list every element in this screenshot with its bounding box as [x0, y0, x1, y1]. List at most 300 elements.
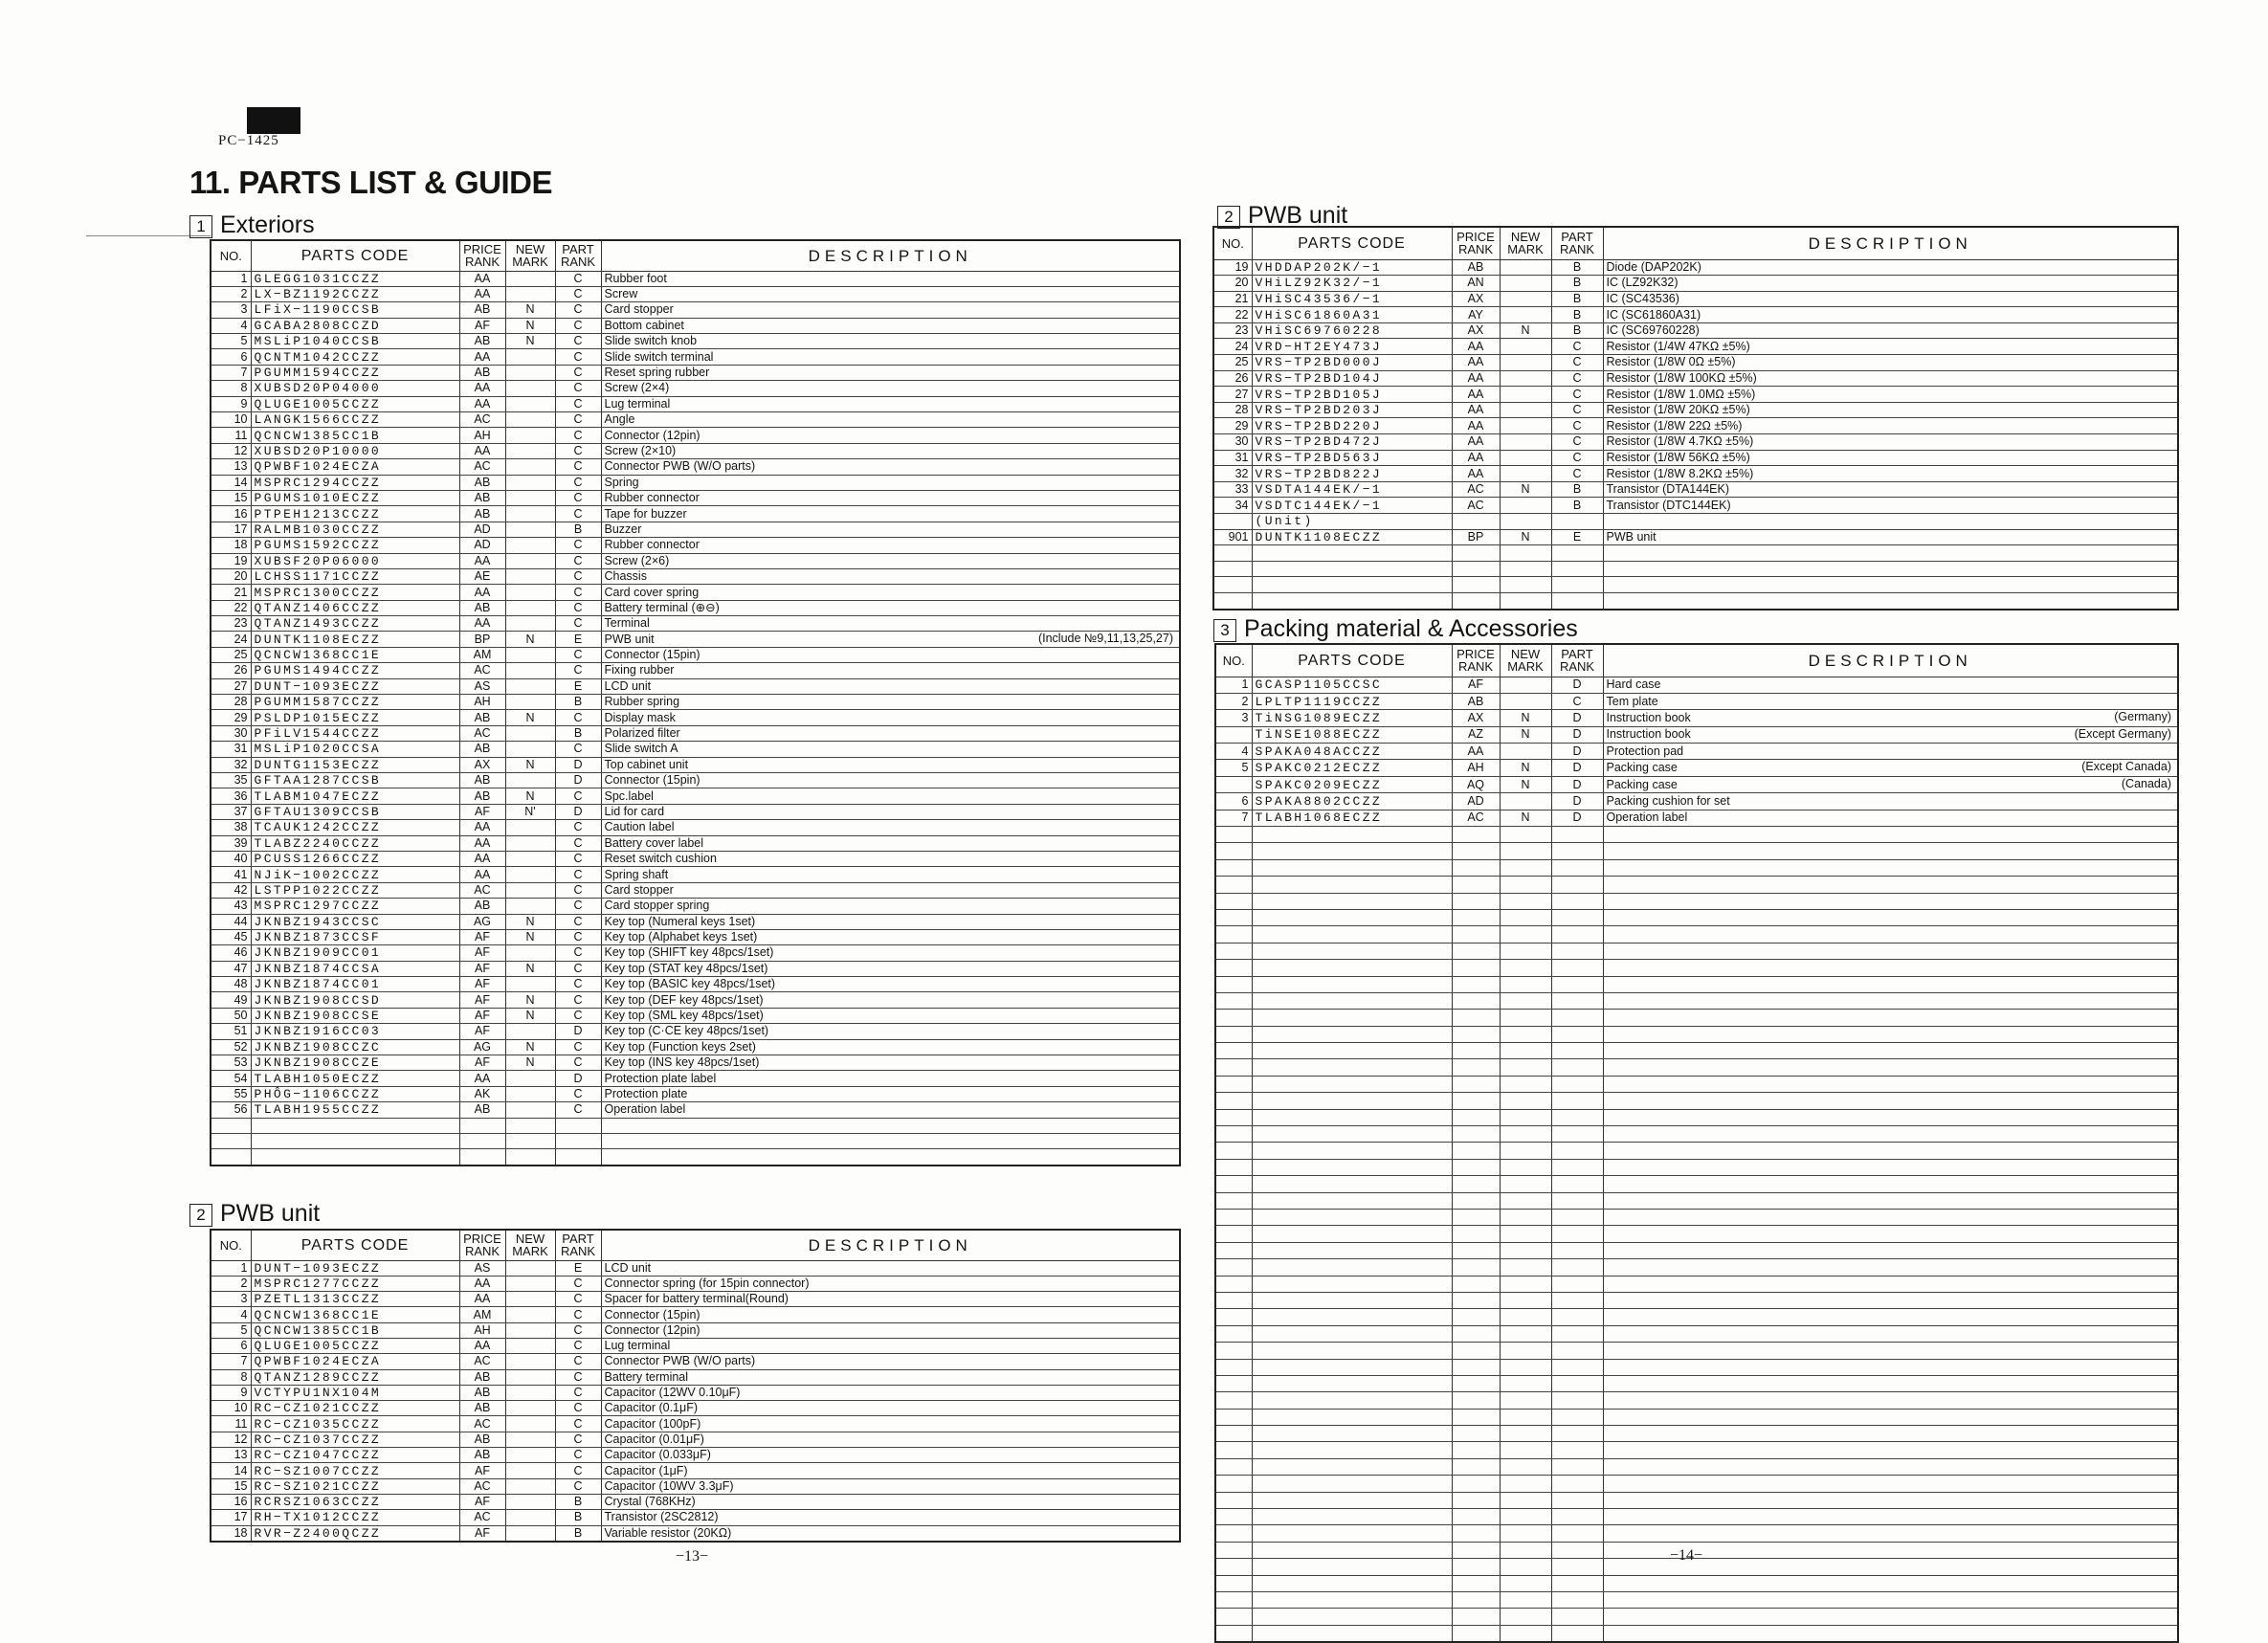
- cell-new-mark: [505, 365, 555, 380]
- table-row: [211, 851, 1180, 866]
- table-row: [1215, 1043, 2178, 1059]
- table-row: [211, 1322, 1180, 1338]
- table-row: [1215, 1210, 2178, 1226]
- cell-description: Spc.label: [601, 788, 1180, 804]
- cell-price-rank: AB: [459, 788, 505, 804]
- cell-parts-code: RC−CZ1035CCZZ: [251, 1416, 459, 1432]
- cell-parts-code: [1252, 545, 1452, 562]
- cell-price-rank: AN: [1452, 276, 1500, 292]
- table-row: [211, 286, 1180, 301]
- table-row: [1215, 810, 2178, 826]
- cell-description: [601, 1133, 1180, 1148]
- cell-description: [1603, 859, 2178, 876]
- cell-part-rank: D: [1551, 810, 1603, 826]
- table-row: [211, 961, 1180, 976]
- table-row: [211, 992, 1180, 1008]
- table-row: [1213, 355, 2178, 371]
- cell-new-mark: [505, 1448, 555, 1463]
- cell-price-rank: [1452, 1559, 1500, 1575]
- cell-part-rank: [1551, 1143, 1603, 1159]
- cell-no: 54: [211, 1071, 251, 1086]
- table-row: [211, 757, 1180, 772]
- cell-parts-code: [1252, 1375, 1452, 1391]
- cell-new-mark: [1500, 1458, 1551, 1475]
- cell-price-rank: AX: [1452, 322, 1500, 339]
- cell-price-rank: [1452, 943, 1500, 959]
- cell-price-rank: AM: [459, 1307, 505, 1322]
- table-row: [211, 1494, 1180, 1509]
- cell-description: Display mask: [601, 710, 1180, 725]
- cell-part-rank: C: [555, 1369, 601, 1385]
- cell-part-rank: D: [1551, 726, 1603, 743]
- table-row: [1215, 909, 2178, 925]
- cell-price-rank: AC: [1452, 810, 1500, 826]
- cell-parts-code: XUBSF20P06000: [251, 553, 459, 568]
- cell-description: [1603, 926, 2178, 943]
- table-row: [1215, 1492, 2178, 1508]
- cell-part-rank: C: [1551, 450, 1603, 466]
- cell-description: [1603, 1591, 2178, 1608]
- cell-description: [1603, 1043, 2178, 1059]
- col-part-rank: PART RANK: [1551, 644, 1603, 677]
- table-row: [1215, 693, 2178, 709]
- cell-price-rank: [1452, 1059, 1500, 1076]
- cell-description: [1603, 1359, 2178, 1375]
- cell-no: 25: [1213, 355, 1252, 371]
- cell-no: 37: [211, 804, 251, 819]
- cell-price-rank: AA: [459, 835, 505, 851]
- cell-description: Card stopper spring: [601, 899, 1180, 914]
- cell-part-rank: [1551, 1392, 1603, 1409]
- cell-price-rank: AF: [459, 992, 505, 1008]
- cell-description: Capacitor (10WV 3.3μF): [601, 1478, 1180, 1494]
- cell-new-mark: [1500, 1542, 1551, 1558]
- cell-price-rank: AF: [459, 1055, 505, 1071]
- table-row: [1213, 387, 2178, 403]
- table-row: [1215, 1093, 2178, 1109]
- cell-price-rank: AB: [459, 1385, 505, 1400]
- cell-description: LCD unit: [601, 1260, 1180, 1276]
- table-row: [1215, 1426, 2178, 1442]
- cell-description: Reset spring rubber: [601, 365, 1180, 380]
- cell-price-rank: [1452, 1126, 1500, 1143]
- cell-no: 10: [211, 1401, 251, 1416]
- cell-new-mark: [1500, 877, 1551, 893]
- cell-no: 6: [211, 1338, 251, 1353]
- cell-description: Transistor (DTC144EK): [1603, 498, 2178, 514]
- table-row: [211, 443, 1180, 458]
- section-title: PWB unit: [1248, 202, 1348, 229]
- cell-price-rank: AG: [459, 1039, 505, 1055]
- cell-price-rank: AA: [459, 616, 505, 632]
- cell-part-rank: E: [555, 632, 601, 647]
- col-description: DESCRIPTION: [1603, 227, 2178, 259]
- cell-description: Key top (SML key 48pcs/1set): [601, 1008, 1180, 1023]
- cell-no: 5: [211, 1322, 251, 1338]
- cell-new-mark: [505, 522, 555, 537]
- cell-new-mark: [505, 851, 555, 866]
- cell-parts-code: QLUGE1005CCZZ: [251, 396, 459, 411]
- cell-no: 4: [211, 1307, 251, 1322]
- table-row: [1213, 450, 2178, 466]
- cell-no: 5: [1215, 760, 1252, 776]
- cell-description: Spacer for battery terminal(Round): [601, 1292, 1180, 1307]
- cell-description: Connector PWB (W/O parts): [601, 459, 1180, 475]
- cell-new-mark: [1500, 1176, 1551, 1192]
- cell-no: 55: [211, 1086, 251, 1101]
- cell-parts-code: PSLDP1015ECZZ: [251, 710, 459, 725]
- cell-price-rank: AD: [459, 522, 505, 537]
- cell-price-rank: AF: [459, 961, 505, 976]
- cell-parts-code: [1252, 859, 1452, 876]
- cell-parts-code: VHiLZ92K32/−1: [1252, 276, 1452, 292]
- pwb-unit-table-right: [1212, 226, 2179, 611]
- cell-part-rank: B: [1551, 259, 1603, 276]
- col-new-mark: NEW MARK: [1500, 227, 1551, 259]
- cell-price-rank: BP: [1452, 529, 1500, 545]
- cell-no: 48: [211, 977, 251, 992]
- cell-parts-code: SPAKC0209ECZZ: [1252, 776, 1452, 792]
- table-row: [1215, 859, 2178, 876]
- cell-price-rank: [459, 1133, 505, 1148]
- cell-new-mark: [1500, 1126, 1551, 1143]
- cell-no: 2: [1215, 693, 1252, 709]
- cell-parts-code: QCNCW1368CC1E: [251, 1307, 459, 1322]
- col-no: NO.: [1213, 227, 1252, 259]
- cell-parts-code: VSDTA144EK/−1: [1252, 481, 1452, 498]
- cell-parts-code: [1252, 1226, 1452, 1242]
- table-row: [211, 1307, 1180, 1322]
- cell-new-mark: N: [505, 929, 555, 944]
- cell-parts-code: RC−CZ1037CCZZ: [251, 1432, 459, 1447]
- cell-no: 3: [211, 302, 251, 318]
- table-row: [211, 1102, 1180, 1118]
- cell-no: 46: [211, 945, 251, 961]
- cell-price-rank: AB: [459, 899, 505, 914]
- cell-no: 40: [211, 851, 251, 866]
- cell-part-rank: [1551, 1509, 1603, 1525]
- cell-new-mark: [505, 585, 555, 600]
- cell-parts-code: LX−BZ1192CCZZ: [251, 286, 459, 301]
- cell-part-rank: C: [555, 1416, 601, 1432]
- cell-price-rank: AA: [459, 851, 505, 866]
- table-row: [211, 1510, 1180, 1525]
- table-row: [1215, 710, 2178, 726]
- cell-description: Connector (15pin): [601, 773, 1180, 788]
- cell-no: 28: [211, 695, 251, 710]
- cell-price-rank: AC: [459, 1510, 505, 1525]
- table-row: [1215, 1309, 2178, 1325]
- cell-parts-code: TLABH1050ECZZ: [251, 1071, 459, 1086]
- cell-no: 20: [1213, 276, 1252, 292]
- cell-parts-code: LPLTP1119CCZZ: [1252, 693, 1452, 709]
- cell-price-rank: [1452, 926, 1500, 943]
- cell-new-mark: [1500, 1242, 1551, 1258]
- cell-price-rank: AC: [1452, 481, 1500, 498]
- cell-part-rank: C: [555, 1448, 601, 1463]
- cell-part-rank: C: [555, 835, 601, 851]
- cell-no: 5: [211, 334, 251, 349]
- cell-description: Bottom cabinet: [601, 318, 1180, 333]
- cell-part-rank: [1551, 1426, 1603, 1442]
- cell-description: Crystal (768KHz): [601, 1494, 1180, 1509]
- table-row: [1215, 1242, 2178, 1258]
- cell-description: Screw (2×4): [601, 381, 1180, 396]
- table-row: [211, 1292, 1180, 1307]
- section-title: Packing material & Accessories: [1244, 615, 1578, 642]
- cell-price-rank: [1452, 1226, 1500, 1242]
- cell-new-mark: [1500, 339, 1551, 355]
- cell-parts-code: JKNBZ1874CC01: [251, 977, 459, 992]
- cell-no: 6: [1215, 793, 1252, 810]
- cell-price-rank: [1452, 1625, 1500, 1642]
- cell-parts-code: [251, 1133, 459, 1148]
- cell-no: [1215, 877, 1252, 893]
- cell-new-mark: [1500, 1192, 1551, 1209]
- cell-price-rank: AC: [459, 412, 505, 428]
- table-row: [1215, 1259, 2178, 1276]
- cell-description: Top cabinet unit: [601, 757, 1180, 772]
- cell-new-mark: [1500, 1076, 1551, 1092]
- cell-new-mark: [1500, 1559, 1551, 1575]
- cell-new-mark: [505, 867, 555, 882]
- cell-parts-code: LFiX−1190CCSB: [251, 302, 459, 318]
- cell-description: Reset switch cushion: [601, 851, 1180, 866]
- cell-no: 17: [211, 1510, 251, 1525]
- cell-description: [1603, 1625, 2178, 1642]
- table-row: [1215, 1575, 2178, 1591]
- table-row: [211, 506, 1180, 522]
- cell-no: 29: [211, 710, 251, 725]
- cell-new-mark: N: [505, 302, 555, 318]
- table-row: [211, 475, 1180, 490]
- cell-new-mark: [1500, 434, 1551, 451]
- cell-description: Chassis: [601, 568, 1180, 584]
- table-row: [211, 1369, 1180, 1385]
- table-row: [1215, 926, 2178, 943]
- cell-price-rank: [1452, 1492, 1500, 1508]
- cell-new-mark: [1500, 514, 1551, 530]
- cell-no: 4: [211, 318, 251, 333]
- cell-price-rank: [1452, 1442, 1500, 1458]
- cell-description: Protection plate: [601, 1086, 1180, 1101]
- cell-part-rank: [1551, 960, 1603, 976]
- col-description: DESCRIPTION: [601, 240, 1180, 271]
- cell-new-mark: [505, 835, 555, 851]
- cell-price-rank: AA: [1452, 418, 1500, 434]
- cell-price-rank: AF: [459, 1494, 505, 1509]
- cell-part-rank: [1551, 909, 1603, 925]
- cell-parts-code: [1252, 1343, 1452, 1359]
- cell-no: [1215, 1476, 1252, 1492]
- cell-parts-code: [1252, 1458, 1452, 1475]
- cell-description: [601, 1149, 1180, 1166]
- cell-price-rank: AA: [459, 286, 505, 301]
- cell-new-mark: [505, 490, 555, 505]
- cell-no: [1215, 827, 1252, 843]
- cell-no: 39: [211, 835, 251, 851]
- cell-new-mark: [1500, 577, 1551, 593]
- cell-no: 50: [211, 1008, 251, 1023]
- cell-parts-code: [1252, 592, 1452, 609]
- cell-part-rank: [555, 1149, 601, 1166]
- cell-new-mark: N: [1500, 810, 1551, 826]
- table-row: [1213, 545, 2178, 562]
- cell-parts-code: XUBSD20P04000: [251, 381, 459, 396]
- cell-part-rank: [1551, 1093, 1603, 1109]
- cell-parts-code: [1252, 1426, 1452, 1442]
- cell-price-rank: AA: [1452, 402, 1500, 418]
- cell-no: 23: [1213, 322, 1252, 339]
- cell-no: [1215, 1525, 1252, 1542]
- cell-part-rank: C: [555, 412, 601, 428]
- cell-parts-code: JKNBZ1909CC01: [251, 945, 459, 961]
- cell-parts-code: PGUMS1494CCZZ: [251, 663, 459, 678]
- cell-description: [1603, 1093, 2178, 1109]
- table-row: [1213, 418, 2178, 434]
- cell-parts-code: MSPRC1300CCZZ: [251, 585, 459, 600]
- cell-new-mark: [505, 1478, 555, 1494]
- cell-description: Hard case: [1603, 677, 2178, 693]
- cell-new-mark: [1500, 418, 1551, 434]
- table-row: [1215, 1525, 2178, 1542]
- cell-description: Rubber foot: [601, 271, 1180, 286]
- cell-part-rank: D: [1551, 793, 1603, 810]
- cell-no: 16: [211, 1494, 251, 1509]
- table-row: [211, 302, 1180, 318]
- cell-price-rank: AA: [1452, 434, 1500, 451]
- cell-price-rank: AB: [1452, 693, 1500, 709]
- cell-price-rank: [1452, 1309, 1500, 1325]
- cell-price-rank: AA: [1452, 450, 1500, 466]
- cell-new-mark: [1500, 976, 1551, 992]
- cell-price-rank: AB: [459, 506, 505, 522]
- cell-part-rank: C: [1551, 339, 1603, 355]
- cell-price-rank: AA: [1452, 466, 1500, 482]
- cell-no: 30: [211, 725, 251, 741]
- table-row: [211, 1385, 1180, 1400]
- cell-no: 11: [211, 1416, 251, 1432]
- cell-part-rank: C: [555, 851, 601, 866]
- cell-part-rank: B: [1551, 498, 1603, 514]
- cell-no: [1215, 1426, 1252, 1442]
- cell-no: 53: [211, 1055, 251, 1071]
- cell-parts-code: GFTAU1309CCSB: [251, 804, 459, 819]
- cell-description: [1603, 1325, 2178, 1342]
- cell-parts-code: PCUSS1266CCZZ: [251, 851, 459, 866]
- cell-part-rank: C: [555, 867, 601, 882]
- cell-no: [1215, 926, 1252, 943]
- table-row: [1213, 592, 2178, 609]
- cell-parts-code: [1252, 1043, 1452, 1059]
- cell-description: Connector (12pin): [601, 428, 1180, 443]
- cell-no: [1215, 1010, 1252, 1026]
- cell-no: [1215, 1509, 1252, 1525]
- cell-no: 35: [211, 773, 251, 788]
- cell-part-rank: [555, 1118, 601, 1133]
- col-parts-code: PARTS CODE: [1252, 227, 1452, 259]
- table-row: [211, 1149, 1180, 1166]
- cell-price-rank: AB: [459, 365, 505, 380]
- table-row: [1213, 577, 2178, 593]
- cell-part-rank: B: [555, 1494, 601, 1509]
- cell-new-mark: [505, 1510, 555, 1525]
- cell-new-mark: [1500, 307, 1551, 323]
- cell-part-rank: [1551, 926, 1603, 943]
- cell-part-rank: [1551, 1575, 1603, 1591]
- cell-parts-code: RH−TX1012CCZZ: [251, 1510, 459, 1525]
- cell-part-rank: C: [555, 1432, 601, 1447]
- cell-no: 45: [211, 929, 251, 944]
- cell-description: Transistor (2SC2812): [601, 1510, 1180, 1525]
- cell-parts-code: VHiSC69760228: [1252, 322, 1452, 339]
- cell-no: [1215, 1542, 1252, 1558]
- cell-part-rank: B: [555, 695, 601, 710]
- cell-parts-code: VRS−TP2BD105J: [1252, 387, 1452, 403]
- cell-new-mark: [1500, 450, 1551, 466]
- cell-price-rank: AE: [459, 568, 505, 584]
- table-row: [1215, 1458, 2178, 1475]
- cell-description: [1603, 1076, 2178, 1092]
- cell-no: [1215, 1375, 1252, 1391]
- table-row: [211, 553, 1180, 568]
- cell-new-mark: N: [1500, 322, 1551, 339]
- cell-price-rank: [1452, 1292, 1500, 1308]
- table-row: [1215, 943, 2178, 959]
- cell-part-rank: [1551, 1126, 1603, 1143]
- cell-new-mark: N': [505, 804, 555, 819]
- cell-new-mark: [505, 1322, 555, 1338]
- cell-part-rank: C: [555, 929, 601, 944]
- cell-new-mark: [1500, 402, 1551, 418]
- cell-parts-code: PGUMM1587CCZZ: [251, 695, 459, 710]
- cell-new-mark: [1500, 561, 1551, 577]
- cell-parts-code: [1252, 1625, 1452, 1642]
- cell-new-mark: N: [1500, 776, 1551, 792]
- table-row: [1215, 1109, 2178, 1125]
- cell-new-mark: [505, 381, 555, 396]
- cell-price-rank: AA: [459, 553, 505, 568]
- table-row: [1215, 1509, 2178, 1525]
- cell-description: Packing case (Canada): [1603, 776, 2178, 792]
- cell-description: Lug terminal: [601, 1338, 1180, 1353]
- cell-description: Card stopper: [601, 882, 1180, 898]
- cell-parts-code: RC−SZ1007CCZZ: [251, 1463, 459, 1478]
- cell-part-rank: [1551, 1059, 1603, 1076]
- cell-description: Connector (12pin): [601, 1322, 1180, 1338]
- cell-part-rank: [1551, 1076, 1603, 1092]
- col-description: DESCRIPTION: [1603, 644, 2178, 677]
- cell-new-mark: [1500, 992, 1551, 1009]
- cell-price-rank: AH: [459, 1322, 505, 1338]
- cell-part-rank: C: [555, 568, 601, 584]
- cell-description: [1603, 1525, 2178, 1542]
- cell-part-rank: C: [555, 977, 601, 992]
- cell-description: Resistor (1/8W 100KΩ ±5%): [1603, 370, 2178, 387]
- cell-no: 38: [211, 820, 251, 835]
- table-row: [211, 820, 1180, 835]
- cell-no: 13: [211, 459, 251, 475]
- cell-description: IC (SC61860A31): [1603, 307, 2178, 323]
- cell-description: Lid for card: [601, 804, 1180, 819]
- cell-new-mark: [505, 1260, 555, 1276]
- cell-new-mark: N: [505, 992, 555, 1008]
- cell-description: [1603, 1010, 2178, 1026]
- cell-description: [1603, 976, 2178, 992]
- cell-price-rank: AF: [459, 804, 505, 819]
- cell-no: 1: [211, 1260, 251, 1276]
- cell-new-mark: [505, 286, 555, 301]
